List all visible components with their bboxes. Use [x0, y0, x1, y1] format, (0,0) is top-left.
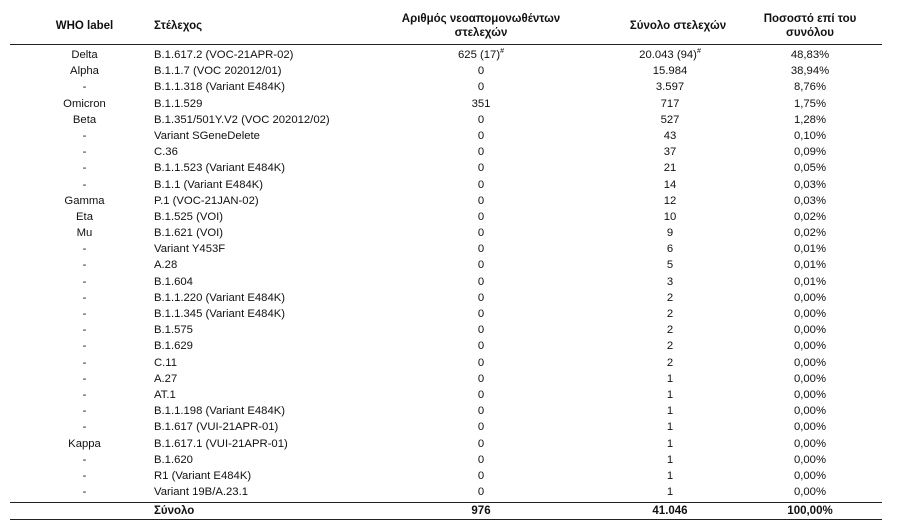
bottom-divider: [10, 519, 882, 520]
cell-strain: AT.1: [154, 388, 176, 401]
cell-total: 14: [663, 178, 677, 191]
cell-percent: 8,76%: [793, 81, 827, 94]
cell-percent: 1,28%: [793, 113, 827, 126]
table-row: [0, 452, 900, 468]
cell-new-isolated: 0: [477, 372, 485, 385]
cell-strain: A.28: [154, 259, 178, 272]
cell-percent: 0,00%: [793, 324, 827, 337]
cell-new-isolated: 0: [477, 388, 485, 401]
cell-total: 527: [660, 113, 680, 126]
table-row: [0, 419, 900, 435]
cell-who-label: -: [82, 146, 87, 159]
cell-new-isolated: 0: [477, 178, 485, 191]
cell-strain: B.1.629: [154, 340, 193, 353]
cell-total: 20.043 (94)#: [639, 48, 701, 61]
cell-percent: 0,00%: [793, 453, 827, 466]
cell-who-label: -: [82, 129, 87, 142]
cell-total: 1: [666, 453, 674, 466]
cell-who-label: -: [82, 308, 87, 320]
cell-percent: 0,00%: [793, 388, 827, 401]
cell-new-isolated: 0: [477, 194, 485, 207]
cell-new-isolated: 625 (17)#: [458, 48, 504, 61]
header-strain: Στέλεχος: [154, 20, 203, 32]
cell-percent: 0,00%: [793, 356, 827, 369]
cell-new-isolated: 0: [477, 243, 485, 256]
cell-new-isolated: 0: [477, 227, 485, 240]
cell-total: 12: [663, 194, 677, 207]
cell-who-label: -: [82, 486, 87, 499]
cell-total: 1: [666, 388, 674, 401]
cell-who-label: -: [82, 178, 87, 191]
cell-total: 2: [666, 324, 674, 337]
cell-strain: Variant Y453F: [154, 243, 226, 256]
cell-strain: C.11: [154, 356, 178, 369]
cell-new-isolated: 0: [477, 65, 485, 78]
cell-who-label: -: [82, 356, 87, 369]
table-row: [0, 112, 900, 128]
cell-strain: B.1.1.529: [154, 97, 203, 110]
cell-strain: B.1.1.220 (Variant E484K): [154, 291, 286, 304]
cell-new-isolated: 0: [477, 275, 485, 288]
cell-total: 1: [666, 405, 674, 418]
cell-new-isolated: 0: [477, 421, 485, 434]
cell-percent: 0,00%: [793, 405, 827, 418]
cell-new-isolated: 0: [477, 113, 485, 126]
summary-new: 976: [471, 505, 491, 517]
cell-strain: B.1.525 (VOI): [154, 210, 224, 223]
table-row: [0, 355, 900, 371]
cell-total: 3: [666, 275, 674, 288]
cell-strain: Variant 19B/A.23.1: [154, 486, 248, 499]
cell-strain: C.36: [154, 146, 178, 159]
cell-new-isolated: 351: [471, 97, 491, 110]
table-row: [0, 225, 900, 241]
table-row: [0, 306, 900, 322]
cell-new-isolated: 0: [477, 308, 485, 320]
cell-percent: 0,00%: [793, 308, 827, 320]
cell-percent: 48,83%: [790, 49, 830, 61]
cell-strain: P.1 (VOC-21JAN-02): [154, 194, 259, 207]
cell-total: 2: [666, 356, 674, 369]
cell-total: 5: [666, 259, 674, 272]
cell-new-isolated: 0: [477, 259, 485, 272]
cell-new-isolated: 0: [477, 469, 485, 482]
cell-strain: B.1.1.318 (Variant E484K): [154, 81, 286, 94]
cell-who-label: -: [82, 388, 87, 401]
cell-strain: B.1.351/501Y.V2 (VOC 202012/02): [154, 113, 330, 126]
summary-label: Σύνολο: [154, 505, 195, 517]
cell-percent: 0,00%: [793, 486, 827, 499]
cell-who-label: -: [82, 259, 87, 272]
cell-percent: 0,01%: [793, 243, 827, 256]
cell-total: 6: [666, 243, 674, 256]
table-row: [0, 290, 900, 306]
cell-strain: Variant SGeneDelete: [154, 129, 260, 142]
cell-new-isolated: 0: [477, 162, 485, 175]
cell-total: 2: [666, 340, 674, 353]
table-row: [0, 79, 900, 95]
table-row: [0, 322, 900, 338]
summary-percent: 100,00%: [787, 505, 833, 517]
cell-strain: B.1.1.523 (Variant E484K): [154, 162, 286, 175]
cell-who-label: Gamma: [64, 194, 105, 207]
cell-total: 21: [663, 162, 677, 175]
header-percent: Ποσοστό επί του συνόλου: [763, 13, 857, 39]
cell-who-label: -: [82, 340, 87, 353]
table-row: [0, 209, 900, 225]
cell-percent: 0,00%: [793, 340, 827, 353]
table-row: [0, 47, 900, 63]
cell-who-label: -: [82, 453, 87, 466]
cell-percent: 0,02%: [793, 210, 827, 223]
cell-who-label: -: [82, 162, 87, 175]
header-divider: [10, 44, 882, 45]
table-row: [0, 436, 900, 452]
cell-new-isolated: 0: [477, 210, 485, 223]
cell-strain: R1 (Variant E484K): [154, 469, 252, 482]
table-row: [0, 274, 900, 290]
cell-total: 1: [666, 437, 674, 450]
cell-total: 15.984: [652, 65, 688, 78]
table-row: [0, 387, 900, 403]
cell-new-isolated: 0: [477, 291, 485, 304]
table-row: [0, 160, 900, 176]
cell-who-label: Mu: [76, 227, 93, 240]
cell-strain: B.1.1.7 (VOC 202012/01): [154, 65, 282, 78]
cell-new-isolated: 0: [477, 340, 485, 353]
table-row: [0, 96, 900, 112]
cell-strain: B.1.617.1 (VUI-21APR-01): [154, 437, 288, 450]
cell-total: 717: [660, 97, 680, 110]
cell-total: 3.597: [655, 81, 685, 94]
cell-who-label: Kappa: [68, 437, 101, 450]
cell-who-label: -: [82, 372, 87, 385]
cell-strain: B.1.621 (VOI): [154, 227, 224, 240]
cell-who-label: Delta: [71, 49, 98, 61]
cell-percent: 0,10%: [793, 129, 827, 142]
cell-total: 1: [666, 372, 674, 385]
cell-strain: A.27: [154, 372, 178, 385]
cell-strain: B.1.1.345 (Variant E484K): [154, 308, 286, 320]
cell-who-label: Beta: [72, 113, 97, 126]
cell-total: 1: [666, 421, 674, 434]
cell-new-isolated: 0: [477, 146, 485, 159]
footnote-mark: #: [696, 48, 701, 56]
table-row: [0, 257, 900, 273]
cell-strain: B.1.1.198 (Variant E484K): [154, 405, 286, 418]
cell-who-label: -: [82, 421, 87, 434]
cell-new-isolated: 0: [477, 129, 485, 142]
cell-strain: B.1.617 (VUI-21APR-01): [154, 421, 279, 434]
cell-who-label: -: [82, 243, 87, 256]
cell-total: 10: [663, 210, 677, 223]
cell-percent: 0,00%: [793, 469, 827, 482]
summary-total: 41.046: [652, 505, 688, 517]
cell-new-isolated: 0: [477, 486, 485, 499]
cell-strain: B.1.604: [154, 275, 193, 288]
table-row: [0, 63, 900, 79]
cell-who-label: -: [82, 405, 87, 418]
cell-percent: 0,01%: [793, 275, 827, 288]
cell-percent: 0,00%: [793, 437, 827, 450]
table-body: [0, 47, 900, 500]
table-row: [0, 177, 900, 193]
cell-who-label: -: [82, 81, 87, 94]
cell-percent: 0,05%: [793, 162, 827, 175]
cell-who-label: Alpha: [70, 65, 99, 78]
cell-new-isolated: 0: [477, 453, 485, 466]
cell-total: 37: [663, 146, 677, 159]
cell-strain: B.1.617.2 (VOC-21APR-02): [154, 49, 294, 61]
cell-new-isolated: 0: [477, 81, 485, 94]
table-row: [0, 128, 900, 144]
cell-new-isolated: 0: [477, 356, 485, 369]
cell-percent: 0,00%: [793, 421, 827, 434]
header-who-label: WHO label: [55, 20, 114, 32]
cell-percent: 0,01%: [793, 259, 827, 272]
table-row: [0, 241, 900, 257]
table-header: [0, 0, 900, 42]
header-total: Σύνολο στελεχών: [629, 20, 727, 32]
table-row: [0, 144, 900, 160]
cell-new-isolated: 0: [477, 437, 485, 450]
cell-who-label: -: [82, 291, 87, 304]
cell-percent: 0,00%: [793, 291, 827, 304]
cell-percent: 1,75%: [793, 97, 827, 110]
table-row: [0, 484, 900, 500]
summary-row: [0, 503, 900, 519]
table-row: [0, 403, 900, 419]
cell-percent: 0,02%: [793, 227, 827, 240]
cell-total: 1: [666, 486, 674, 499]
cell-total: 1: [666, 469, 674, 482]
cell-percent: 0,03%: [793, 178, 827, 191]
cell-total: 43: [663, 129, 677, 142]
table-row: [0, 468, 900, 484]
cell-new-isolated: 0: [477, 405, 485, 418]
cell-new-isolated: 0: [477, 324, 485, 337]
cell-who-label: -: [82, 275, 87, 288]
header-new-isolated: Αριθμός νεοαπομονωθέντων στελεχών: [401, 13, 561, 39]
cell-who-label: -: [82, 469, 87, 482]
cell-who-label: Eta: [76, 210, 93, 223]
cell-total: 2: [666, 308, 674, 320]
cell-who-label: -: [82, 324, 87, 337]
cell-percent: 0,00%: [793, 372, 827, 385]
table-row: [0, 193, 900, 209]
cell-strain: B.1.620: [154, 453, 193, 466]
table-row: [0, 371, 900, 387]
cell-strain: B.1.575: [154, 324, 193, 337]
cell-who-label: Omicron: [63, 97, 106, 110]
cell-total: 2: [666, 291, 674, 304]
cell-percent: 0,09%: [793, 146, 827, 159]
cell-percent: 0,03%: [793, 194, 827, 207]
cell-strain: B.1.1 (Variant E484K): [154, 178, 264, 191]
table-row: [0, 338, 900, 354]
cell-percent: 38,94%: [790, 65, 830, 78]
cell-total: 9: [666, 227, 674, 240]
footnote-mark: #: [500, 48, 504, 56]
